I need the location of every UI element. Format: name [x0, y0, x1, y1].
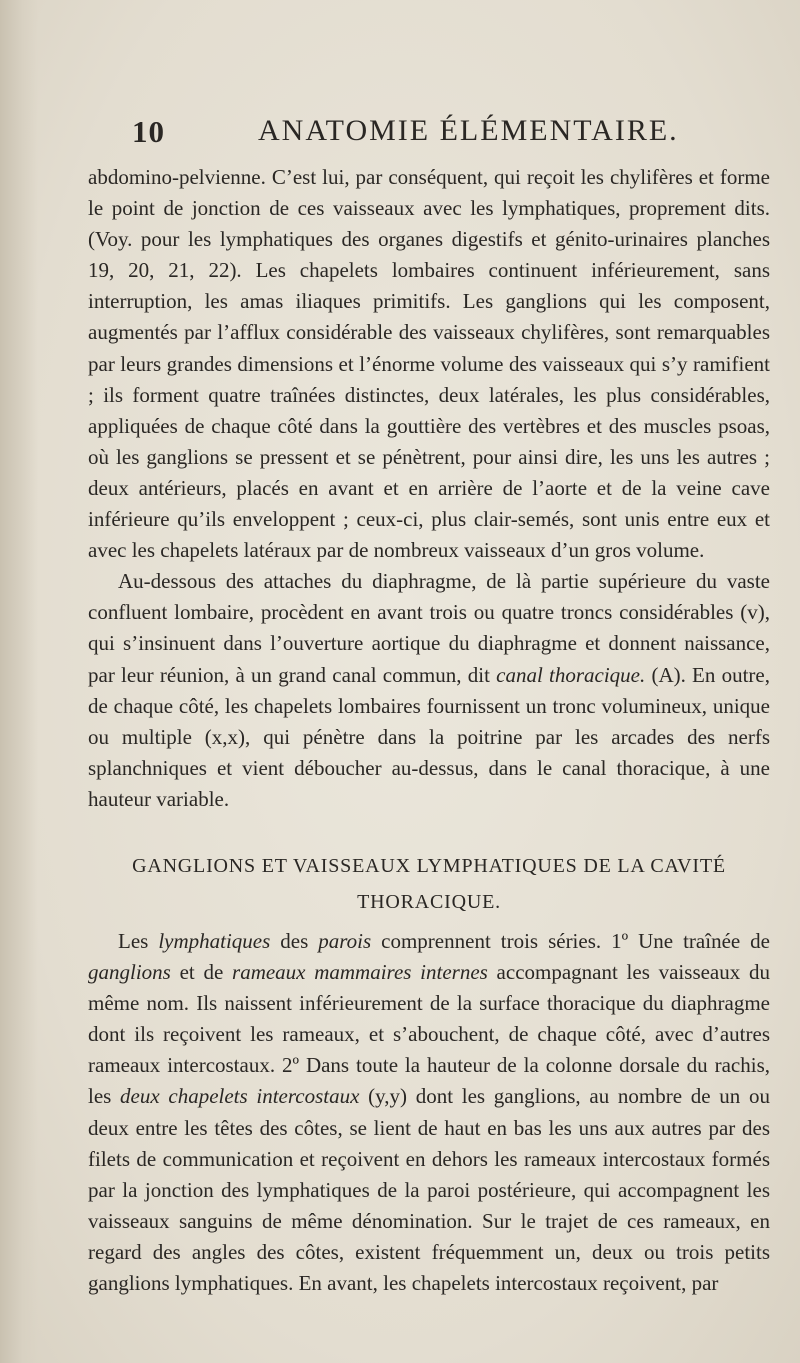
paragraph-3-text-6: (y,y) dont les ganglions, au nombre de un ou deux entre les têtes des côtes, se lient de haut en bas les uns aux autres par des filets de communication et reçoivent en dehors les rameaux intercostaux formés par la jonction des lymphatiques de la paroi postérieure, qui accompagnent les vaisseaux sanguins de même dénomination. Sur le trajet de ces rameaux, en regard des angles des côtes, existent fréquemment un, deux ou trois petits ganglions lymphatiques. En avant, les chapelets intercostaux reçoivent, par: [88, 1084, 770, 1295]
paragraph-2-text-b: (A). En outre, de chaque côté, les chapelets lombaires fournissent un tronc volumineux, unique ou multiple (x,x), qui pénètre dans la poitrine par les arcades des nerfs splanchniques et vient déboucher au-dessus, dans le canal thoracique, à une hauteur variable.: [88, 662, 771, 811]
paragraph-3-italic-4: rameaux mammaires internes: [232, 960, 488, 985]
paragraph-3-italic-5: deux chapelets intercostaux: [120, 1084, 360, 1109]
paragraph-2-italic: canal thoracique.: [496, 662, 646, 687]
paragraph-3-text-5: accompagnant les vaisseaux du même nom. Ils naissent inférieurement de la surface thoracique du diaphragme dont ils reçoivent les rameaux, et s’abouchent, de chaque côté, avec d’autres rameaux intercostaux. 2º Dans toute la hauteur de la colonne dorsale du rachis, les: [88, 960, 770, 1109]
section-heading: [88, 848, 770, 920]
section-heading-line-2: THORACIQUE.: [357, 890, 501, 913]
paragraph-3: [88, 926, 770, 1299]
paragraph-3-text-4: et de: [170, 960, 233, 985]
paragraph-2-text-a: Au-dessous des attaches du diaphragme, de là partie supérieure du vaste confluent lombaire, procèdent en avant trois ou quatre troncs considérables (v), qui s’insinuent dans l’ouverture aortique du diaphragme et donnent naissance, par leur réunion, à un grand canal commun, dit: [88, 569, 770, 687]
page-gutter-shadow: [0, 0, 38, 1363]
paragraph-2: [88, 566, 770, 815]
paragraph-3-italic-1: lymphatiques: [158, 928, 271, 953]
paragraph-3-text-3: comprennent trois séries. 1º Une traînée de: [371, 928, 771, 953]
paragraph-1: abdomino-pelvienne. C’est lui, par conséquent, qui reçoit les chylifères et forme le point de jonction de ces vaisseaux avec les lymphatiques, proprement dits. (Voy. pour les lymphatiques des organes digestifs et génito-urinaires planches 19, 20, 21, 22). Les chapelets lombaires continuent inférieurement, sans interruption, les amas iliaques primitifs. Les ganglions qui les composent, augmentés par l’afflux considérable des vaisseaux chylifères, sont remarquables par leurs grandes dimensions et l’énorme volume des vaisseaux qui s’y ramifient ; ils forment quatre traînées distinctes, deux latérales, les plus considérables, appliquées de chaque côté dans la gouttière des vertèbres et des muscles psoas, où les ganglions se pressent et se pénètrent, pour ainsi dire, les uns les autres ; deux antérieurs, placés en avant et en arrière de l’aorte et de la veine cave inférieure qu’ils enveloppent ; ceux-ci, plus clair-semés, sont unis entre eux et avec les chapelets latéraux par de nombreux vaisseaux d’un gros volume.: [88, 165, 770, 563]
page-number: 10: [132, 114, 165, 149]
section-heading-line-1: GANGLIONS ET VAISSEAUX LYMPHATIQUES DE LA CAVITÉ: [132, 854, 726, 877]
paragraph-3-italic-3: ganglions: [88, 960, 171, 985]
page-header: [132, 114, 772, 158]
paragraph-3-text-2: des: [270, 928, 319, 953]
running-head: ANATOMIE ÉLÉMENTAIRE.: [258, 114, 679, 147]
body-text: [88, 162, 770, 1299]
paragraph-3-italic-2: parois: [318, 928, 372, 953]
paragraph-3-text-1: Les: [118, 928, 159, 953]
